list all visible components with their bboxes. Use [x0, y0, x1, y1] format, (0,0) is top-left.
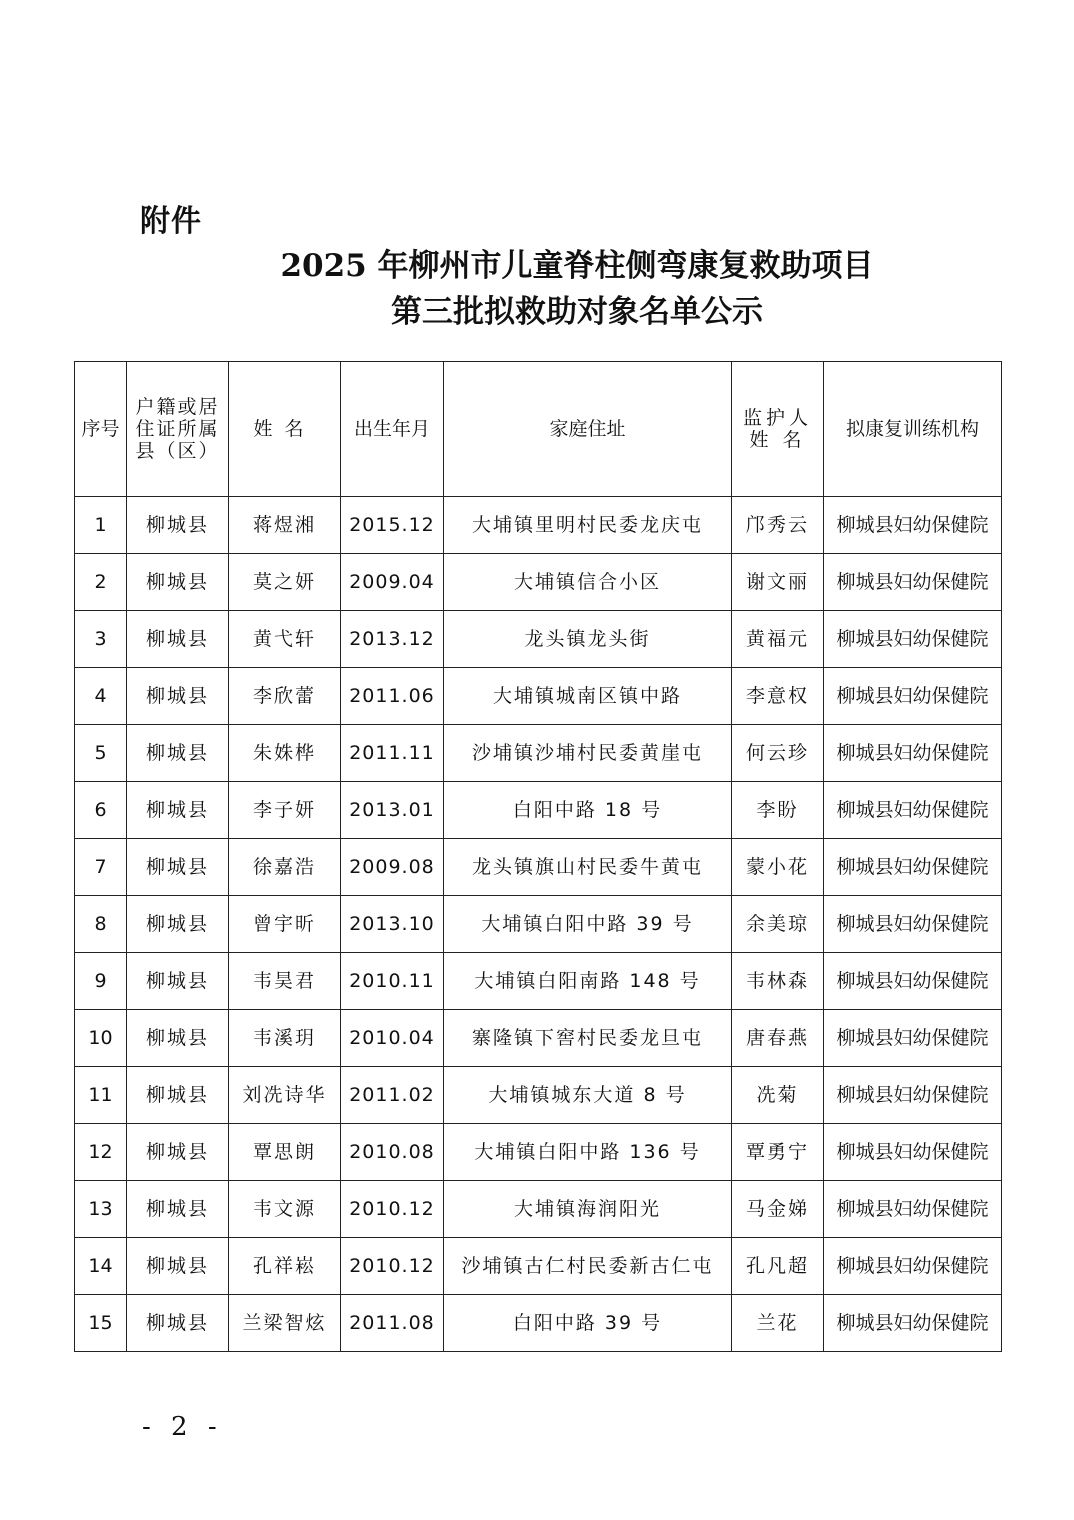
row-county: 柳城县 — [127, 1238, 229, 1295]
row-name: 覃思朗 — [229, 1124, 341, 1181]
row-name: 莫之妍 — [229, 554, 341, 611]
row-birth: 2011.11 — [341, 725, 444, 782]
row-address: 大埔镇城南区镇中路 — [444, 668, 732, 725]
table-row — [75, 1181, 1002, 1238]
row-county: 柳城县 — [127, 611, 229, 668]
attachment-label: 附件 — [140, 204, 202, 239]
row-index: 12 — [75, 1124, 127, 1181]
table-row — [75, 725, 1002, 782]
row-address: 大埔镇白阳中路 39 号 — [444, 896, 732, 953]
table-row — [75, 497, 1002, 554]
row-county: 柳城县 — [127, 1181, 229, 1238]
table-row — [75, 782, 1002, 839]
row-org: 柳城县妇幼保健院 — [824, 611, 1002, 668]
row-birth: 2010.11 — [341, 953, 444, 1010]
row-index: 15 — [75, 1295, 127, 1352]
row-index: 5 — [75, 725, 127, 782]
row-address: 寨隆镇下窖村民委龙旦屯 — [444, 1010, 732, 1067]
row-address: 龙头镇龙头街 — [444, 611, 732, 668]
header-org: 拟康复训练机构 — [824, 362, 1002, 497]
header-hukou-line-2: 住证所属 — [135, 418, 220, 440]
row-guardian: 覃勇宁 — [732, 1124, 824, 1181]
row-county: 柳城县 — [127, 839, 229, 896]
header-guardian-line-1: 监护人 — [742, 407, 812, 429]
row-guardian: 谢文丽 — [732, 554, 824, 611]
table-row — [75, 1124, 1002, 1181]
header-hukou-line-3: 县（区） — [135, 440, 220, 462]
row-address: 龙头镇旗山村民委牛黄屯 — [444, 839, 732, 896]
row-name: 曾宇昕 — [229, 896, 341, 953]
table-row — [75, 1295, 1002, 1352]
header-guardian — [732, 362, 824, 497]
row-guardian: 邝秀云 — [732, 497, 824, 554]
row-county: 柳城县 — [127, 1067, 229, 1124]
row-guardian: 余美琼 — [732, 896, 824, 953]
row-org: 柳城县妇幼保健院 — [824, 1238, 1002, 1295]
table-row — [75, 896, 1002, 953]
row-org: 柳城县妇幼保健院 — [824, 497, 1002, 554]
table-row — [75, 953, 1002, 1010]
row-address: 大埔镇信合小区 — [444, 554, 732, 611]
row-org: 柳城县妇幼保健院 — [824, 1124, 1002, 1181]
row-index: 11 — [75, 1067, 127, 1124]
header-hukou — [127, 362, 229, 497]
row-index: 9 — [75, 953, 127, 1010]
table-row — [75, 1238, 1002, 1295]
row-county: 柳城县 — [127, 554, 229, 611]
row-birth: 2013.10 — [341, 896, 444, 953]
row-birth: 2013.01 — [341, 782, 444, 839]
row-guardian: 韦林森 — [732, 953, 824, 1010]
row-guardian: 李意权 — [732, 668, 824, 725]
document-title-line-2: 第三批拟救助对象名单公示 — [391, 294, 763, 330]
row-county: 柳城县 — [127, 953, 229, 1010]
row-birth: 2010.04 — [341, 1010, 444, 1067]
row-birth: 2010.12 — [341, 1238, 444, 1295]
row-birth: 2009.04 — [341, 554, 444, 611]
row-org: 柳城县妇幼保健院 — [824, 1010, 1002, 1067]
row-guardian: 马金娣 — [732, 1181, 824, 1238]
row-org: 柳城县妇幼保健院 — [824, 668, 1002, 725]
row-name: 李欣蕾 — [229, 668, 341, 725]
row-birth: 2013.12 — [341, 611, 444, 668]
row-address: 白阳中路 39 号 — [444, 1295, 732, 1352]
row-index: 1 — [75, 497, 127, 554]
row-org: 柳城县妇幼保健院 — [824, 1067, 1002, 1124]
row-index: 3 — [75, 611, 127, 668]
row-index: 13 — [75, 1181, 127, 1238]
row-address: 大埔镇白阳中路 136 号 — [444, 1124, 732, 1181]
row-index: 8 — [75, 896, 127, 953]
row-birth: 2011.02 — [341, 1067, 444, 1124]
row-name: 韦溪玥 — [229, 1010, 341, 1067]
row-address: 沙埔镇古仁村民委新古仁屯 — [444, 1238, 732, 1295]
row-guardian: 黄福元 — [732, 611, 824, 668]
table-row — [75, 1010, 1002, 1067]
row-index: 14 — [75, 1238, 127, 1295]
row-county: 柳城县 — [127, 725, 229, 782]
header-name: 姓名 — [229, 362, 341, 497]
row-org: 柳城县妇幼保健院 — [824, 1181, 1002, 1238]
row-birth: 2010.08 — [341, 1124, 444, 1181]
row-name: 孔祥崧 — [229, 1238, 341, 1295]
header-birth: 出生年月 — [341, 362, 444, 497]
table-row — [75, 611, 1002, 668]
header-index: 序号 — [75, 362, 127, 497]
header-address: 家庭住址 — [444, 362, 732, 497]
row-birth: 2011.08 — [341, 1295, 444, 1352]
row-birth: 2009.08 — [341, 839, 444, 896]
row-address: 大埔镇白阳南路 148 号 — [444, 953, 732, 1010]
table-row — [75, 1067, 1002, 1124]
row-org: 柳城县妇幼保健院 — [824, 1295, 1002, 1352]
row-org: 柳城县妇幼保健院 — [824, 782, 1002, 839]
header-hukou-line-1: 户籍或居 — [135, 396, 220, 418]
row-name: 蒋煜湘 — [229, 497, 341, 554]
row-guardian: 李盼 — [732, 782, 824, 839]
recipients-table — [74, 361, 1002, 1352]
row-org: 柳城县妇幼保健院 — [824, 554, 1002, 611]
table-row — [75, 554, 1002, 611]
row-guardian: 孔凡超 — [732, 1238, 824, 1295]
row-guardian: 唐春燕 — [732, 1010, 824, 1067]
row-index: 2 — [75, 554, 127, 611]
row-address: 大埔镇海润阳光 — [444, 1181, 732, 1238]
row-name: 朱姝桦 — [229, 725, 341, 782]
row-county: 柳城县 — [127, 1295, 229, 1352]
row-address: 大埔镇城东大道 8 号 — [444, 1067, 732, 1124]
row-name: 韦文源 — [229, 1181, 341, 1238]
row-county: 柳城县 — [127, 668, 229, 725]
row-index: 4 — [75, 668, 127, 725]
row-org: 柳城县妇幼保健院 — [824, 896, 1002, 953]
row-name: 刘冼诗华 — [229, 1067, 341, 1124]
row-guardian: 何云珍 — [732, 725, 824, 782]
row-address: 白阳中路 18 号 — [444, 782, 732, 839]
row-name: 兰梁智炫 — [229, 1295, 341, 1352]
row-index: 6 — [75, 782, 127, 839]
row-county: 柳城县 — [127, 896, 229, 953]
table-header-row — [75, 362, 1002, 497]
row-name: 韦昊君 — [229, 953, 341, 1010]
header-guardian-line-2: 姓 名 — [749, 429, 806, 451]
row-birth: 2011.06 — [341, 668, 444, 725]
row-guardian: 蒙小花 — [732, 839, 824, 896]
row-county: 柳城县 — [127, 782, 229, 839]
row-name: 徐嘉浩 — [229, 839, 341, 896]
row-org: 柳城县妇幼保健院 — [824, 725, 1002, 782]
row-county: 柳城县 — [127, 1010, 229, 1067]
row-guardian: 兰花 — [732, 1295, 824, 1352]
table-row — [75, 668, 1002, 725]
document-title-line-1: 2025 年柳州市儿童脊柱侧弯康复救助项目 — [280, 248, 874, 284]
row-address: 大埔镇里明村民委龙庆屯 — [444, 497, 732, 554]
row-org: 柳城县妇幼保健院 — [824, 953, 1002, 1010]
row-index: 7 — [75, 839, 127, 896]
row-address: 沙埔镇沙埔村民委黄崖屯 — [444, 725, 732, 782]
table-row — [75, 839, 1002, 896]
row-guardian: 冼菊 — [732, 1067, 824, 1124]
row-county: 柳城县 — [127, 497, 229, 554]
row-name: 黄弋轩 — [229, 611, 341, 668]
row-index: 10 — [75, 1010, 127, 1067]
row-county: 柳城县 — [127, 1124, 229, 1181]
row-birth: 2010.12 — [341, 1181, 444, 1238]
row-name: 李子妍 — [229, 782, 341, 839]
row-birth: 2015.12 — [341, 497, 444, 554]
page-number: - 2 - — [142, 1412, 223, 1442]
row-org: 柳城县妇幼保健院 — [824, 839, 1002, 896]
